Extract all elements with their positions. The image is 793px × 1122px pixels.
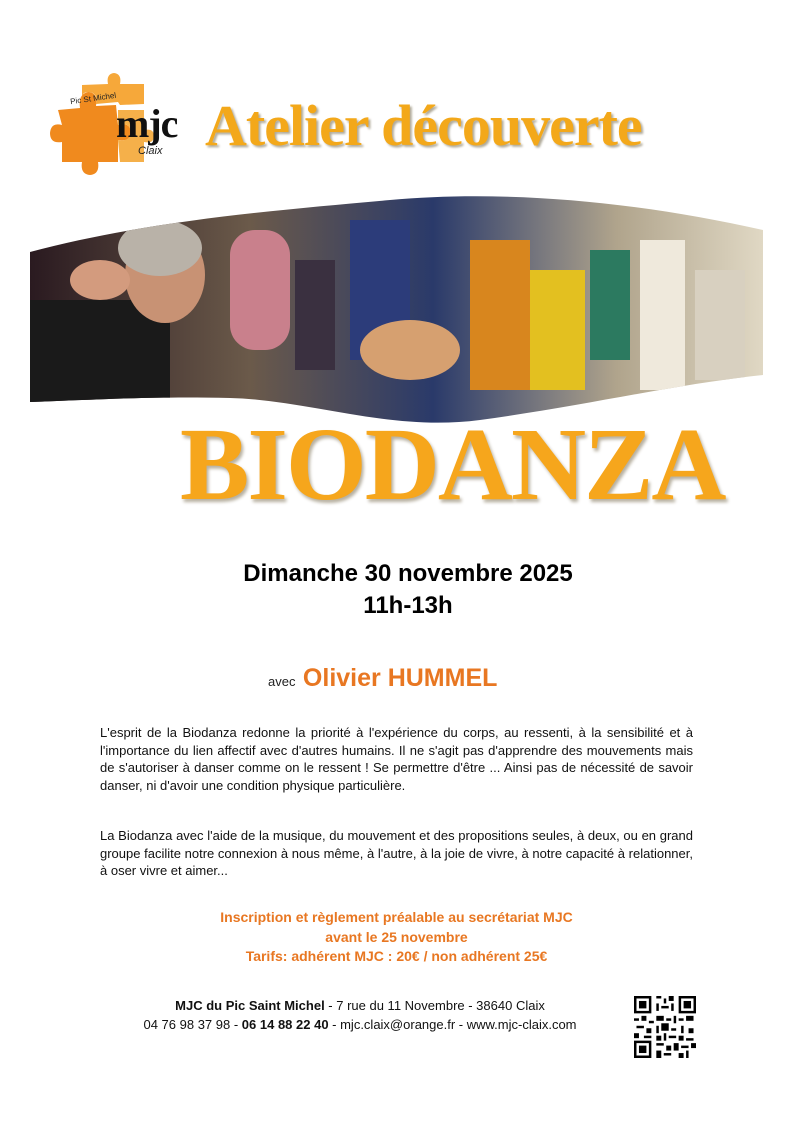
dance-photo-banner	[30, 180, 763, 425]
footer-phone-1: 04 76 98 37 98	[143, 1017, 231, 1032]
footer-address: - 7 rue du 11 Novembre - 38640 Claix	[324, 998, 545, 1013]
registration-line-1: Inscription et règlement préalable au secrétariat MJC	[220, 909, 573, 925]
event-date: Dimanche 30 novembre 2025	[243, 560, 573, 587]
logo-city: Claix	[138, 145, 163, 157]
description-paragraph-1: L'esprit de la Biodanza redonne la priorité à l'expérience du corps, au ressenti, à la sensibilité et à l'importance du lien affectif avec d'autres humains. Il ne s'agit pas d'apprendre des mouvements mais de s'autoriser à danser comme on le ressent ! Se permettre d'être ... Ainsi pas de nécessité de savoir danser, ni d'avoir une condition physique particulière.	[100, 725, 693, 793]
registration-line-2: avant le 25 novembre	[325, 929, 468, 945]
event-time: 11h-13h	[363, 592, 453, 619]
workshop-title: Atelier découverte	[205, 93, 642, 158]
footer-separator: -	[230, 1017, 242, 1032]
footer-phone-2: 06 14 88 22 40	[241, 1017, 329, 1032]
logo-brand: mjc	[116, 101, 178, 146]
footer-contact-line	[80, 1017, 640, 1032]
presenter-name: Olivier HUMMEL	[302, 664, 498, 692]
footer-org: MJC du Pic Saint Michel	[175, 998, 325, 1013]
presenter	[268, 664, 497, 693]
footer-contact: - mjc.claix@orange.fr - www.mjc-claix.com	[328, 1017, 577, 1032]
presenter-prefix: avec	[268, 674, 296, 689]
mjc-logo	[48, 70, 188, 185]
main-title: BIODANZA	[180, 407, 725, 522]
pricing-line: Tarifs: adhérent MJC : 20€ / non adhérent 25€	[245, 948, 548, 964]
qr-code-icon[interactable]	[634, 996, 696, 1058]
description-paragraph-2: La Biodanza avec l'aide de la musique, du mouvement et des propositions seules, à deux, ou en grand groupe facilite notre connexion à nous même, à l'autre, à la joie de vivre, à notre capacité à relationner, à oser vivre et aimer...	[100, 828, 693, 878]
footer-address-line	[80, 998, 640, 1013]
logo-small-text: Pic St Michel	[69, 90, 117, 107]
